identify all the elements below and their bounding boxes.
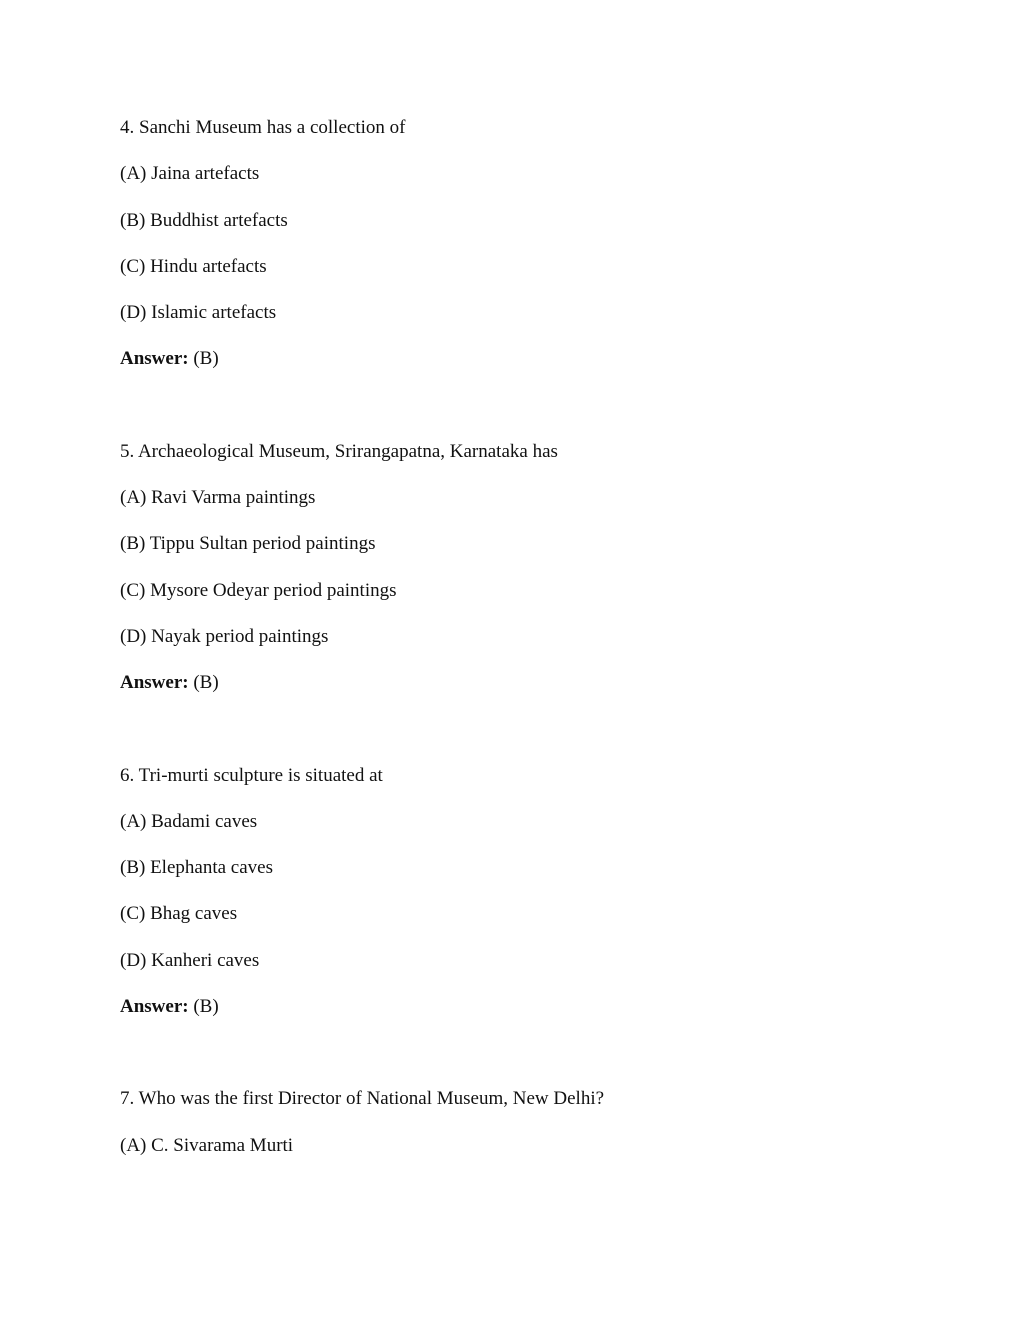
option-a: (A) Badami caves: [120, 810, 258, 832]
answer-value: (B): [188, 996, 219, 1018]
answer-value: (B): [188, 672, 219, 694]
answer-label: Answer:: [120, 348, 189, 370]
option-a: (A) Jaina artefacts: [120, 163, 260, 185]
option-b: (B) Buddhist artefacts: [120, 209, 288, 231]
answer-value: (B): [188, 348, 219, 370]
question-text: 4. Sanchi Museum has a collection of: [120, 117, 406, 138]
option-d: (D) Nayak period paintings: [120, 625, 329, 647]
answer-label: Answer:: [120, 672, 189, 694]
option-c: (C) Hindu artefacts: [120, 255, 267, 277]
answer-label: Answer:: [120, 996, 189, 1018]
question-text: 5. Archaeological Museum, Srirangapatna, Karnataka has: [120, 440, 558, 462]
option-a: (A) Ravi Varma paintings: [120, 487, 316, 509]
answer-line: [120, 347, 920, 371]
question-block: [120, 764, 920, 1019]
answer-line: [120, 671, 920, 695]
option-a: (A) C. Sivarama Murti: [120, 1134, 294, 1156]
answer-line: [120, 995, 920, 1019]
question-text: 7. Who was the first Director of National Museum, New Delhi?: [120, 1088, 605, 1110]
question-block: [120, 440, 920, 695]
option-d: (D) Islamic artefacts: [120, 302, 277, 324]
question-list: [120, 116, 920, 1180]
option-d: (D) Kanheri caves: [120, 949, 260, 971]
option-c: (C) Bhag caves: [120, 903, 238, 925]
option-b: (B) Tippu Sultan period paintings: [120, 533, 376, 555]
option-c: (C) Mysore Odeyar period paintings: [120, 579, 397, 601]
question-text: 6. Tri-murti sculpture is situated at: [120, 764, 383, 786]
question-block: [120, 116, 920, 371]
question-block: [120, 1087, 920, 1157]
option-b: (B) Elephanta caves: [120, 857, 273, 879]
